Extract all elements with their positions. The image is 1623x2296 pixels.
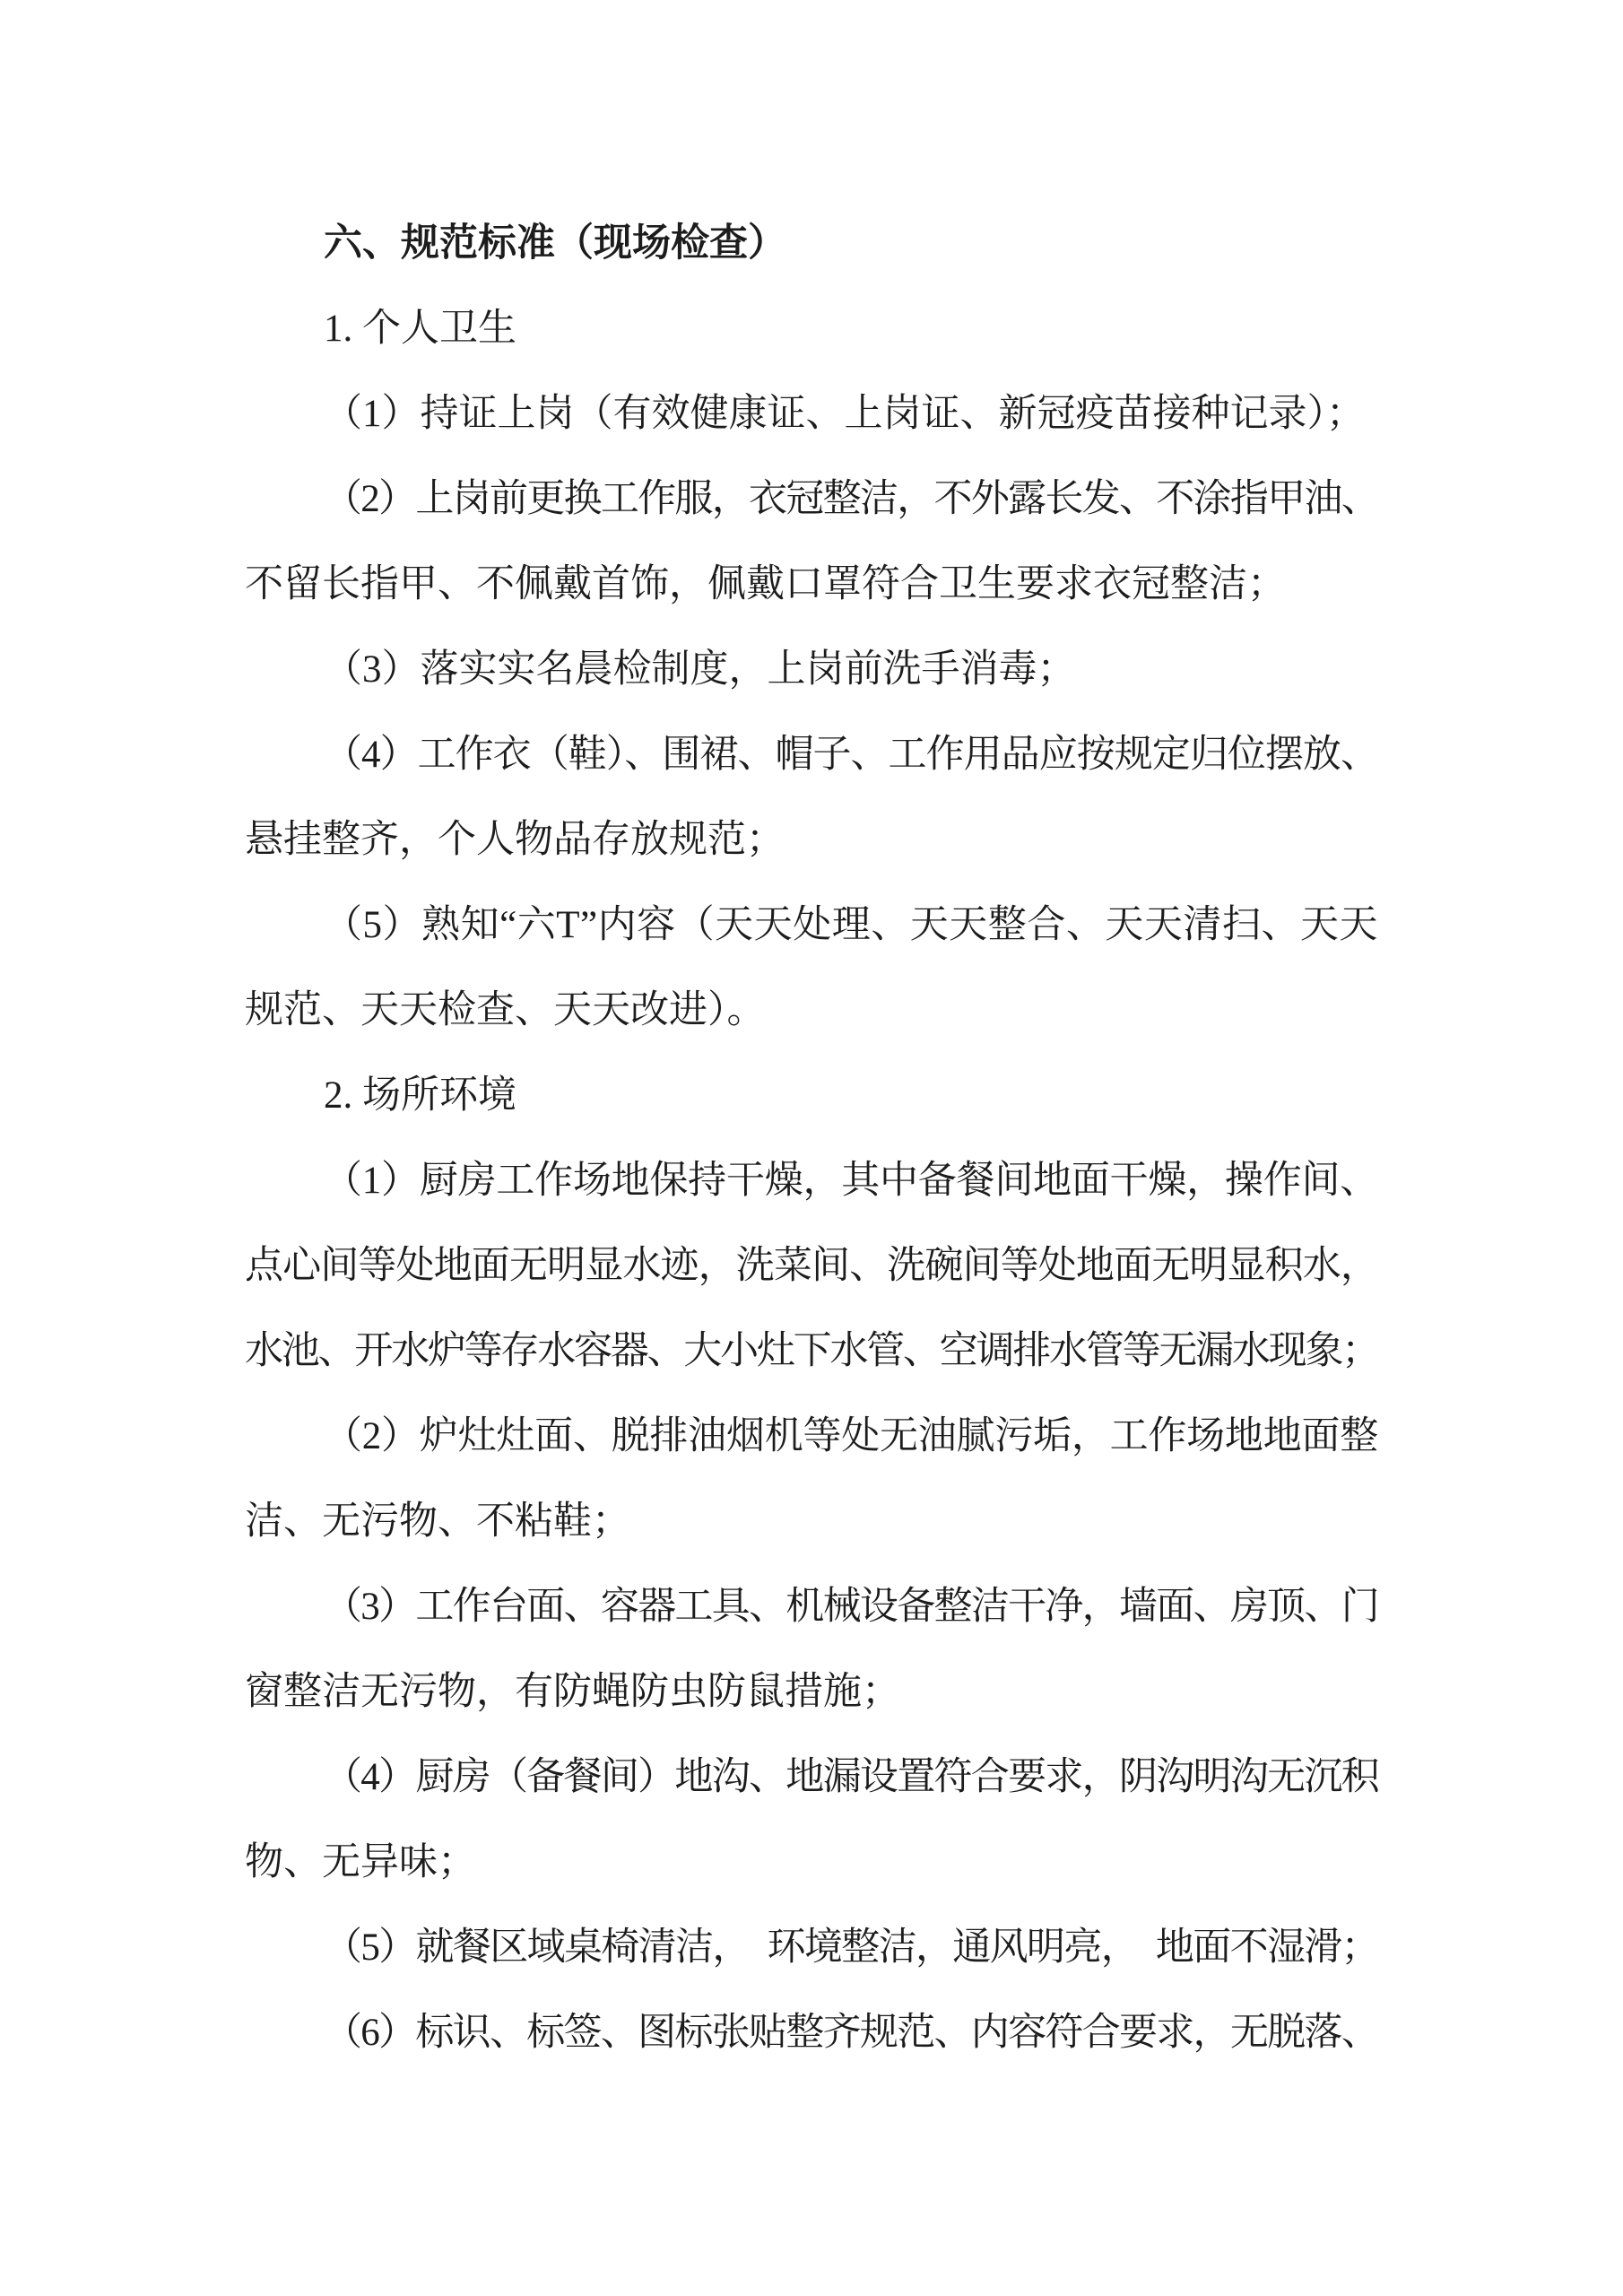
- text-line: [245, 1735, 1378, 1820]
- text-line-text: 水池、开水炉等存水容器、大小灶下水管、空调排水管等无漏水现象；: [245, 1330, 1378, 1372]
- text-line-text: （4）工作衣（鞋）、围裙、帽子、工作用品应按规定归位摆放、: [324, 734, 1378, 776]
- text-line-text: 点心间等处地面无明显水迹，洗菜间、洗碗间等处地面无明显积水，: [245, 1245, 1378, 1287]
- text-line: [245, 968, 1378, 1053]
- text-line-text: （3）工作台面、容器工具、机械设备整洁干净，墙面、房顶、门: [324, 1586, 1378, 1628]
- text-line-text: 窗整洁无污物，有防蝇防虫防鼠措施；: [245, 1671, 900, 1713]
- text-line-text: 规范、天天检查、天天改进）。: [245, 989, 766, 1031]
- text-line: [245, 1820, 1378, 1905]
- text-line-text: 1. 个人卫生: [324, 308, 516, 350]
- text-line: [245, 1223, 1378, 1309]
- text-line: [245, 1138, 1378, 1223]
- text-line-text: （3）落实实名晨检制度，上岗前洗手消毒；: [324, 648, 1076, 691]
- text-line: [245, 371, 1378, 457]
- text-line-text: （1）厨房工作场地保持干燥，其中备餐间地面干燥，操作间、: [324, 1160, 1378, 1202]
- text-line: [245, 712, 1378, 797]
- text-line: [245, 457, 1378, 542]
- text-line: [245, 1564, 1378, 1649]
- text-line-text: 洁、无污物、不粘鞋；: [245, 1500, 630, 1543]
- text-line: [245, 1053, 1378, 1138]
- text-line: [245, 1905, 1378, 1990]
- section-title: [245, 201, 1378, 286]
- text-line: [245, 286, 1378, 371]
- text-line-text: 悬挂整齐，个人物品存放规范；: [245, 819, 785, 861]
- text-line: [245, 797, 1378, 883]
- text-line-text: 物、无异味；: [245, 1841, 476, 1883]
- text-line: [245, 1990, 1378, 2075]
- text-line: [245, 627, 1378, 712]
- text-line: [245, 1394, 1378, 1479]
- section-title-text: 六、规范标准（现场检查）: [324, 222, 786, 265]
- text-line: [245, 542, 1378, 627]
- text-line-text: （2）上岗前更换工作服，衣冠整洁，不外露长发、不涂指甲油、: [324, 478, 1378, 520]
- text-line: [245, 1309, 1378, 1394]
- text-line-text: （5）就餐区域桌椅清洁， 环境整洁，通风明亮， 地面不湿滑；: [324, 1926, 1378, 1969]
- text-line: [245, 1479, 1378, 1564]
- text-line: [245, 1649, 1378, 1735]
- text-line-text: （5）熟知“六T”内容（天天处理、天天整合、天天清扫、天天: [324, 904, 1378, 946]
- text-line-text: （6）标识、标签、图标张贴整齐规范、内容符合要求，无脱落、: [324, 2012, 1378, 2054]
- text-line-text: （1）持证上岗（有效健康证、上岗证、新冠疫苗接种记录）；: [324, 393, 1365, 435]
- text-line-text: 2. 场所环境: [324, 1074, 516, 1117]
- text-line-text: （2）炉灶灶面、脱排油烟机等处无油腻污垢，工作场地地面整: [324, 1415, 1378, 1457]
- text-line-text: （4）厨房（备餐间）地沟、地漏设置符合要求，阴沟明沟无沉积: [324, 1756, 1378, 1798]
- text-line-text: 不留长指甲、不佩戴首饰，佩戴口罩符合卫生要求衣冠整洁；: [245, 563, 1286, 605]
- document-text-block: [245, 201, 1378, 2075]
- text-line: [245, 883, 1378, 968]
